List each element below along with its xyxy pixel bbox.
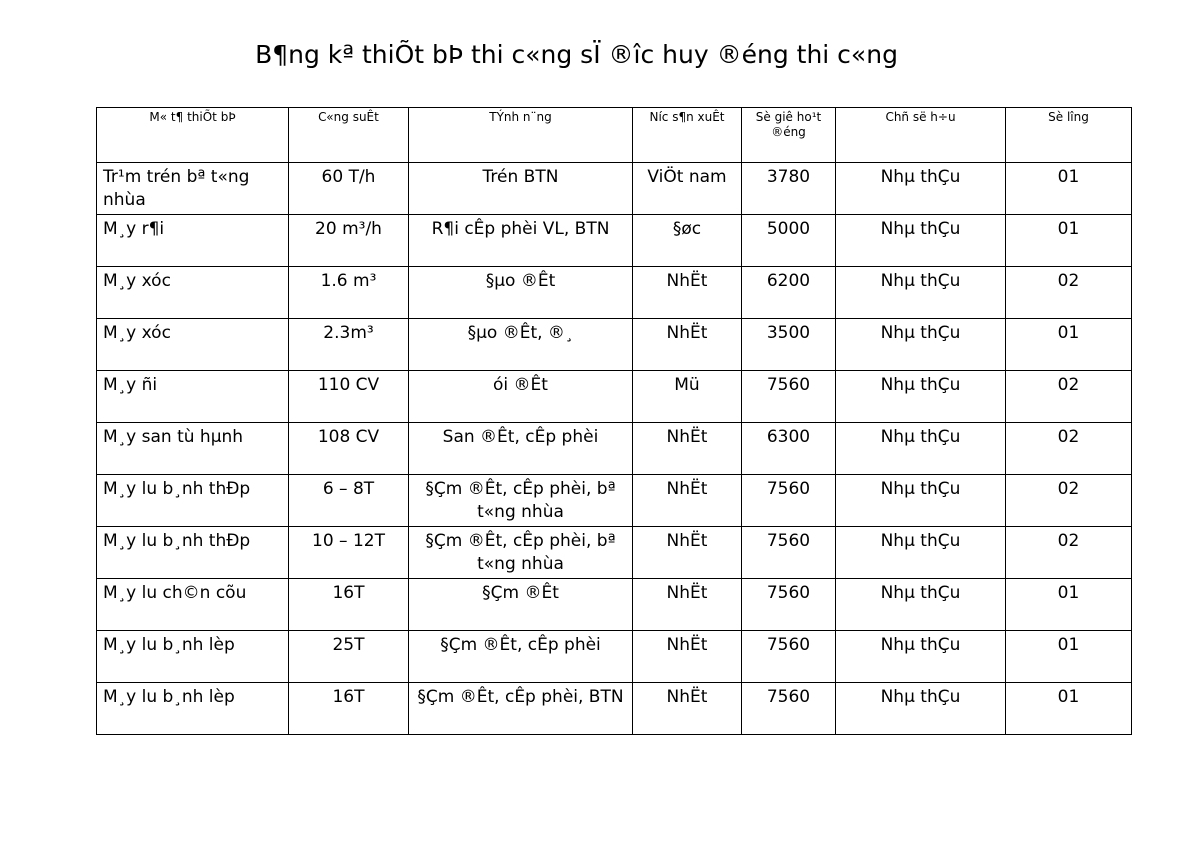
cell-owner: Nhµ thÇu <box>836 683 1006 735</box>
cell-name: M¸y xóc <box>97 267 289 319</box>
cell-feature: §Çm ®Êt, cÊp phèi <box>409 631 633 683</box>
cell-name: M¸y lu ch©n cõu <box>97 579 289 631</box>
cell-feature: San ®Êt, cÊp phèi <box>409 423 633 475</box>
cell-name: M¸y xóc <box>97 319 289 371</box>
cell-origin: NhËt <box>633 683 742 735</box>
cell-name: M¸y san tù hµnh <box>97 423 289 475</box>
header-origin: Níc s¶n xuÊt <box>633 108 742 163</box>
table-row <box>97 267 1132 319</box>
header-quantity: Sè lîng <box>1006 108 1132 163</box>
cell-origin: NhËt <box>633 267 742 319</box>
header-description: M« t¶ thiÕt bÞ <box>97 108 289 163</box>
table-row <box>97 371 1132 423</box>
cell-quantity: 01 <box>1006 579 1132 631</box>
table-row <box>97 527 1132 579</box>
header-power: C«ng suÊt <box>289 108 409 163</box>
cell-quantity: 01 <box>1006 319 1132 371</box>
cell-quantity: 01 <box>1006 163 1132 215</box>
cell-power: 60 T/h <box>289 163 409 215</box>
table-row <box>97 579 1132 631</box>
cell-quantity: 02 <box>1006 527 1132 579</box>
cell-hours: 6200 <box>742 267 836 319</box>
cell-power: 25T <box>289 631 409 683</box>
cell-origin: NhËt <box>633 579 742 631</box>
table-row <box>97 163 1132 215</box>
cell-name: M¸y ñi <box>97 371 289 423</box>
cell-feature: §Çm ®Êt <box>409 579 633 631</box>
cell-hours: 7560 <box>742 371 836 423</box>
table-row <box>97 319 1132 371</box>
cell-quantity: 01 <box>1006 215 1132 267</box>
table-header-row <box>97 108 1132 163</box>
cell-origin: NhËt <box>633 423 742 475</box>
cell-hours: 7560 <box>742 527 836 579</box>
cell-power: 20 m³/h <box>289 215 409 267</box>
cell-quantity: 01 <box>1006 631 1132 683</box>
header-owner: Chñ së h÷u <box>836 108 1006 163</box>
cell-hours: 7560 <box>742 579 836 631</box>
table-row <box>97 215 1132 267</box>
cell-hours: 3500 <box>742 319 836 371</box>
cell-name: M¸y r¶i <box>97 215 289 267</box>
cell-owner: Nhµ thÇu <box>836 475 1006 527</box>
cell-quantity: 02 <box>1006 475 1132 527</box>
cell-hours: 7560 <box>742 475 836 527</box>
cell-owner: Nhµ thÇu <box>836 371 1006 423</box>
cell-power: 110 CV <box>289 371 409 423</box>
cell-origin: NhËt <box>633 631 742 683</box>
cell-owner: Nhµ thÇu <box>836 215 1006 267</box>
cell-power: 6 – 8T <box>289 475 409 527</box>
cell-origin: ViÖt nam <box>633 163 742 215</box>
cell-owner: Nhµ thÇu <box>836 527 1006 579</box>
cell-origin: NhËt <box>633 475 742 527</box>
cell-name: M¸y lu b¸nh thÐp <box>97 527 289 579</box>
cell-feature: §µo ®Êt, ®¸ <box>409 319 633 371</box>
table-row <box>97 423 1132 475</box>
equipment-table <box>96 107 1132 735</box>
cell-hours: 5000 <box>742 215 836 267</box>
table-row <box>97 475 1132 527</box>
cell-origin: NhËt <box>633 527 742 579</box>
cell-power: 10 – 12T <box>289 527 409 579</box>
cell-owner: Nhµ thÇu <box>836 319 1006 371</box>
cell-power: 16T <box>289 683 409 735</box>
cell-feature: §µo ®Êt <box>409 267 633 319</box>
cell-power: 16T <box>289 579 409 631</box>
cell-name: Tr¹m trén bª t«ng nhùa <box>97 163 289 215</box>
cell-origin: §øc <box>633 215 742 267</box>
cell-power: 1.6 m³ <box>289 267 409 319</box>
cell-feature: Trén BTN <box>409 163 633 215</box>
cell-quantity: 02 <box>1006 371 1132 423</box>
cell-feature: ói ®Êt <box>409 371 633 423</box>
cell-feature: §Çm ®Êt, cÊp phèi, bª t«ng nhùa <box>409 475 633 527</box>
cell-hours: 6300 <box>742 423 836 475</box>
cell-quantity: 02 <box>1006 423 1132 475</box>
cell-name: M¸y lu b¸nh lèp <box>97 631 289 683</box>
table-row <box>97 683 1132 735</box>
page-title: B¶ng kª thiÕt bÞ thi c«ng sÏ ®îc huy ®éng thi c«ng <box>255 40 898 69</box>
cell-feature: §Çm ®Êt, cÊp phèi, BTN <box>409 683 633 735</box>
cell-hours: 7560 <box>742 631 836 683</box>
header-hours: Sè giê ho¹t ®éng <box>742 108 836 163</box>
cell-power: 2.3m³ <box>289 319 409 371</box>
cell-owner: Nhµ thÇu <box>836 579 1006 631</box>
cell-hours: 3780 <box>742 163 836 215</box>
cell-feature: R¶i cÊp phèi VL, BTN <box>409 215 633 267</box>
cell-origin: NhËt <box>633 319 742 371</box>
cell-quantity: 01 <box>1006 683 1132 735</box>
table-row <box>97 631 1132 683</box>
cell-owner: Nhµ thÇu <box>836 631 1006 683</box>
cell-owner: Nhµ thÇu <box>836 267 1006 319</box>
cell-feature: §Çm ®Êt, cÊp phèi, bª t«ng nhùa <box>409 527 633 579</box>
cell-owner: Nhµ thÇu <box>836 163 1006 215</box>
cell-power: 108 CV <box>289 423 409 475</box>
cell-owner: Nhµ thÇu <box>836 423 1006 475</box>
cell-hours: 7560 <box>742 683 836 735</box>
cell-name: M¸y lu b¸nh lèp <box>97 683 289 735</box>
cell-quantity: 02 <box>1006 267 1132 319</box>
cell-name: M¸y lu b¸nh thÐp <box>97 475 289 527</box>
header-feature: TÝnh n¨ng <box>409 108 633 163</box>
cell-origin: Mü <box>633 371 742 423</box>
